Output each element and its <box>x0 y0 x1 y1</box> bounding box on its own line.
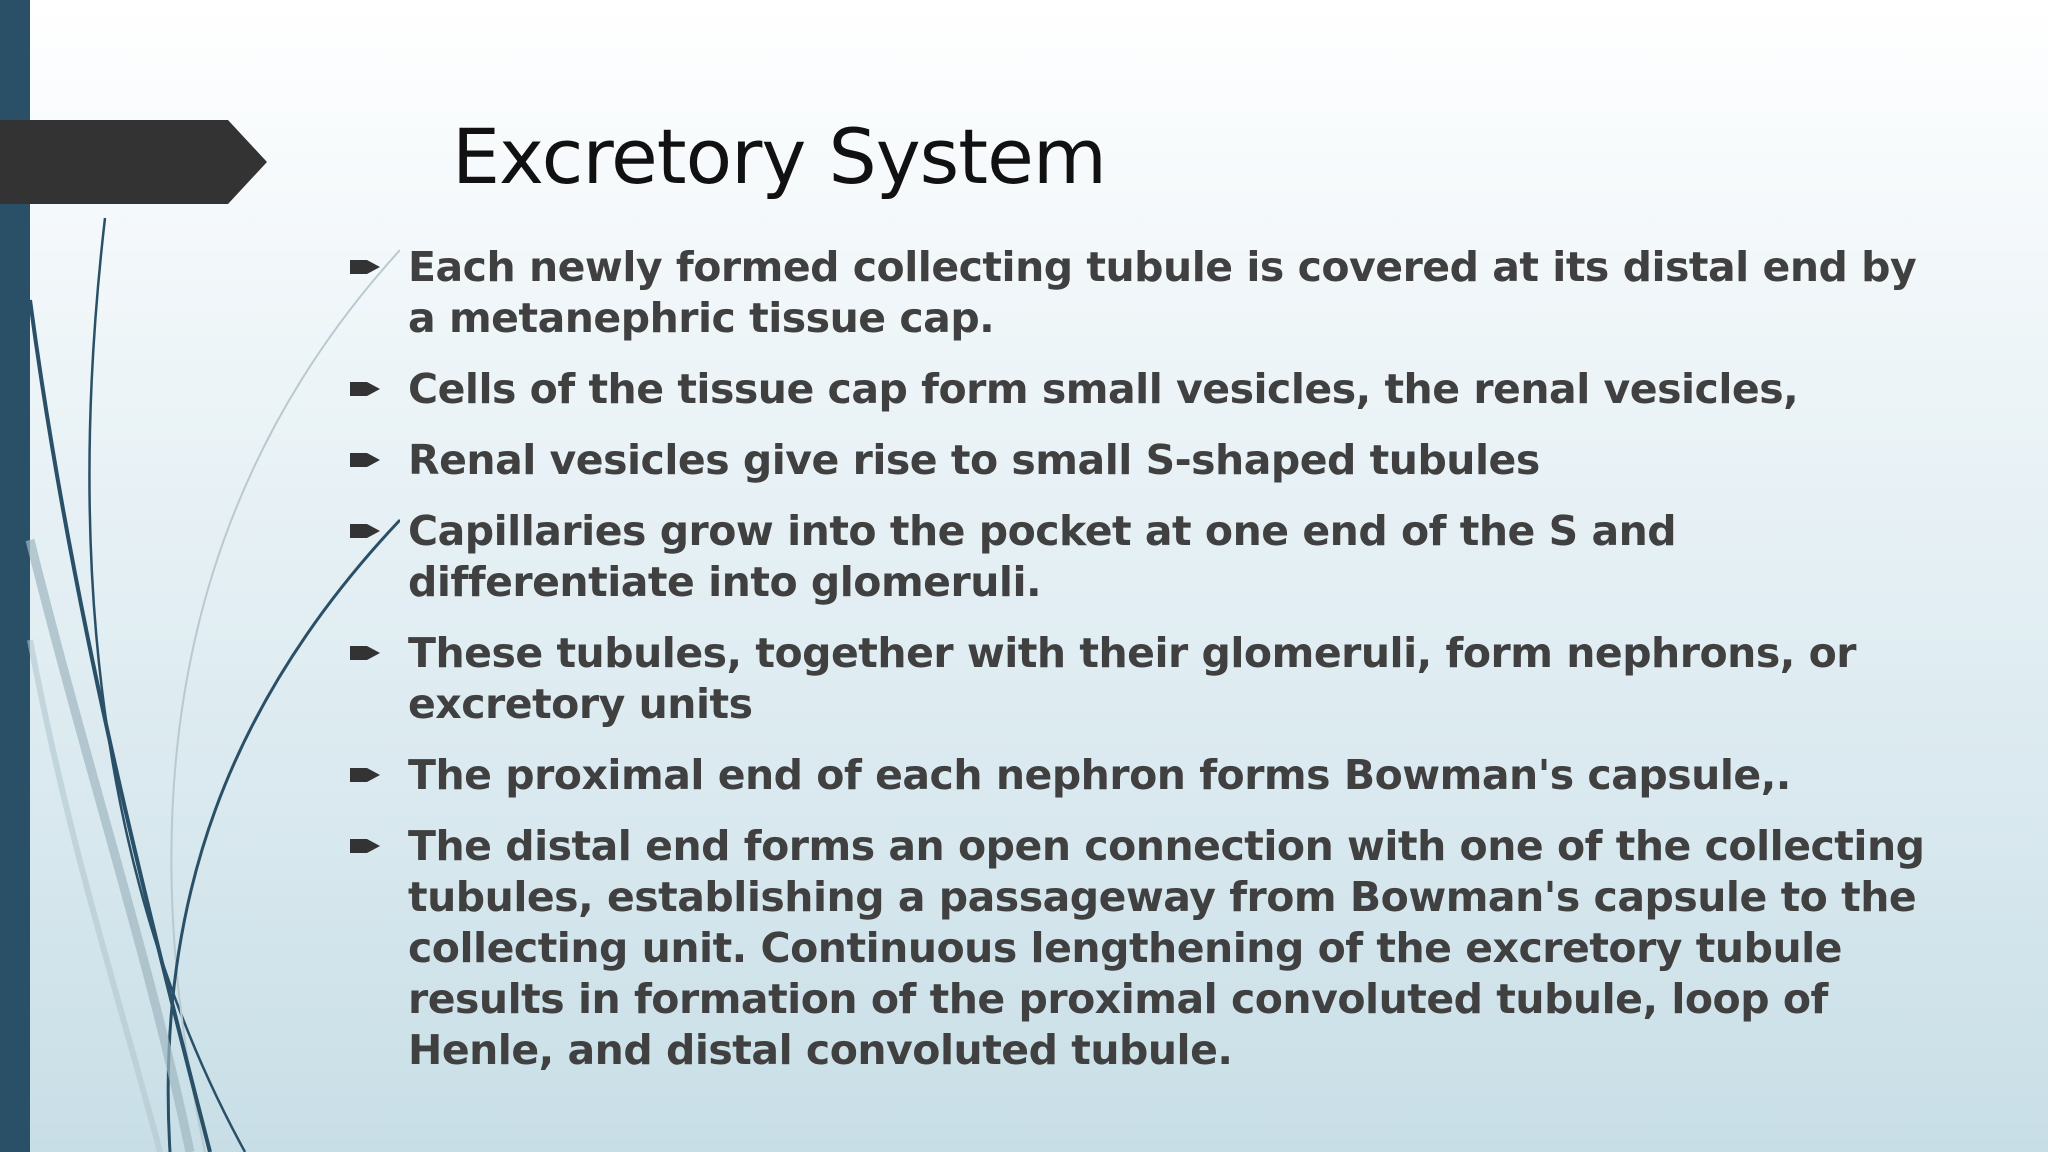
bullet-text: Each newly formed collecting tubule is covered at its distal end by a metanephric tissue cap. <box>408 243 1917 342</box>
arrow-bullet-icon <box>350 833 380 859</box>
arrow-bullet-icon <box>350 518 380 544</box>
bullet-text: The proximal end of each nephron forms Bowman's capsule,. <box>408 751 1791 799</box>
bullet-text: The distal end forms an open connection with one of the collecting tubules, establishing a passageway from Bowman's capsule to the collecting unit. Continuous lengthening of the excretory tubule results in formation of the proximal convoluted tubule, loop of Henle, and distal convoluted tubule. <box>408 822 1925 1074</box>
bullet-item <box>350 435 1930 486</box>
bullet-list <box>350 242 1930 1096</box>
arrow-bullet-icon <box>350 376 380 402</box>
bullet-item <box>350 628 1930 730</box>
arrow-bullet-icon <box>350 447 380 473</box>
bullet-text: These tubules, together with their glomeruli, form nephrons, or excretory units <box>408 629 1856 728</box>
arrow-bullet-icon <box>350 254 380 280</box>
bullet-item <box>350 364 1930 415</box>
bullet-text: Renal vesicles give rise to small S-shaped tubules <box>408 436 1540 484</box>
bullet-text: Cells of the tissue cap form small vesicles, the renal vesicles, <box>408 365 1799 413</box>
bullet-item <box>350 506 1930 608</box>
bullet-text: Capillaries grow into the pocket at one end of the S and differentiate into glomeruli. <box>408 507 1677 606</box>
bullet-item <box>350 750 1930 801</box>
arrow-bullet-icon <box>350 762 380 788</box>
bullet-item <box>350 821 1930 1076</box>
title-arrow-tab <box>0 0 270 1152</box>
arrow-bullet-icon <box>350 640 380 666</box>
bullet-item <box>350 242 1930 344</box>
slide-title: Excretory System <box>452 112 1106 201</box>
